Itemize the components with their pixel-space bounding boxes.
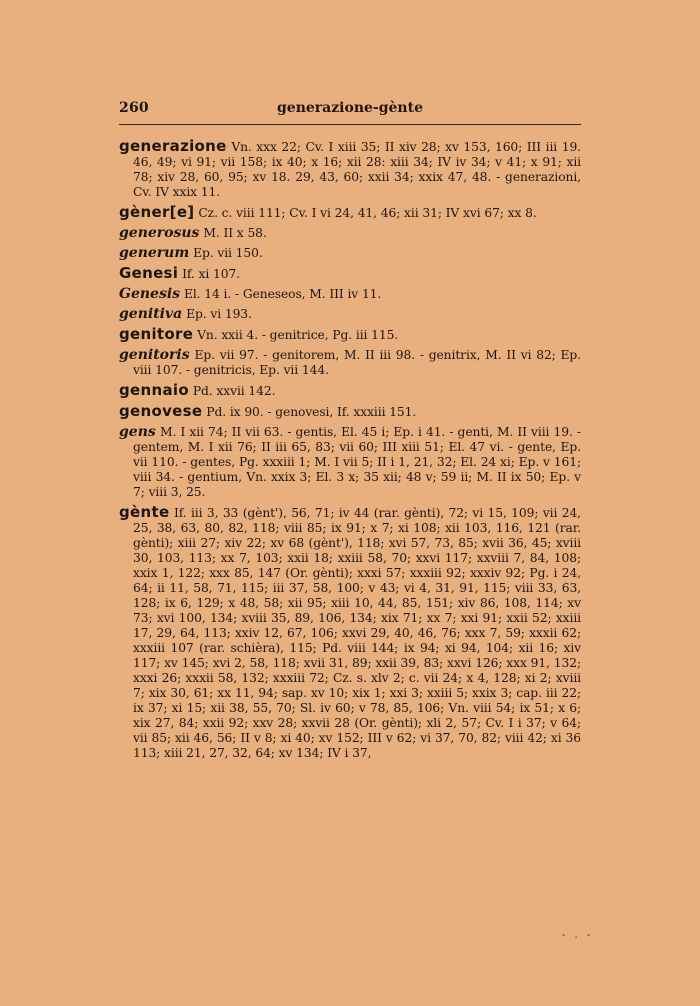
entry-citations: M. II x 58.	[203, 226, 267, 240]
entry-citations: El. 14 i. - Geneseos, M. III iv 11.	[183, 287, 382, 301]
entry-citations: Pd. ix 90. - genovesi, If. xxxiii 151.	[206, 405, 417, 419]
dictionary-entry	[119, 246, 581, 261]
page-number: 260	[119, 100, 149, 116]
dictionary-entry	[119, 327, 581, 343]
entry-citations: Vn. xxx 22; Cv. I xiii 35; II xiv 28; xv 153, 160; III iii 19. 46, 49; vi 91; vii 158; ix 40; x 16; xii 28: xiii 34; IV iv 34; v 41; x 91; xii 78; xiv 28, 60, 95; xv 18. 29, 43, 60; xxii 34; xxix 47, 48. - generazioni, Cv. IV xxix 11.	[133, 140, 581, 199]
dictionary-entry	[119, 287, 581, 302]
entry-citations: Cz. c. viii 111; Cv. I vi 24, 41, 46; xii 31; IV xvi 67; xx 8.	[198, 206, 537, 220]
entry-citations: Vn. xxii 4. - genitrice, Pg. iii 115.	[197, 328, 399, 342]
entry-headword: genitoris	[119, 347, 190, 363]
header-rule	[119, 124, 581, 125]
entry-headword: generazione	[119, 137, 227, 155]
entry-citations: Ep. vi 193.	[186, 307, 252, 321]
entry-citations: Ep. vii 150.	[193, 246, 263, 260]
entry-headword: gens	[119, 424, 156, 440]
dictionary-entry	[119, 266, 581, 282]
dictionary-entry	[119, 404, 581, 420]
entry-headword: Genesis	[119, 286, 181, 302]
dictionary-entry	[119, 139, 581, 200]
entry-headword: gèner[e]	[119, 203, 195, 221]
entry-citations: If. iii 3, 33 (gènt'), 56, 71; iv 44 (rar. gènti), 72; vi 15, 109; vii 24, 25, 38, 63, 80, 82, 118; viii 85; ix 91; x 7; xi 108; xii 103, 116, 121 (rar. gènti); xiii 27; xiv 22; xv 68 (gènt'), 118; xvi 57, 73, 85; xvii 36, 45; xviii 30, 103, 113; xx 7, 103; xxii 18; xxiii 58, 70; xxvi 117; xxviii 7, 84, 108; xxix 1, 122; xxx 85, 147 (Or. gènti); xxxi 57; xxxiii 92; xxxiv 92; Pg. i 24, 64; ii 11, 58, 71, 115; iii 37, 58, 100; v 43; vi 4, 31, 91, 115; viii 33, 63, 128; ix 6, 129; x 48, 58; xii 95; xiii 10, 44, 85, 151; xiv 86, 108, 114; xv 73; xvi 100, 134; xviii 35, 89, 106, 134; xix 71; xx 7; xxi 91; xxii 52; xxiii 17, 29, 64, 113; xxiv 12, 67, 106; xxvi 29, 40, 46, 76; xxx 7, 59; xxxii 62; xxxiii 107 (rar. schièra), 115; Pd. viii 144; ix 94; xi 94, 104; xii 16; xiv 117; xv 145; xvi 2, 58, 118; xvii 31, 89; xxii 39, 83; xxvi 126; xxx 91, 132; xxxi 26; xxxii 58, 132; xxxiii 72; Cz. s. xlv 2; c. vii 24; x 4, 128; xi 2; xviii 7; xix 30, 61; xx 11, 94; sap. xv 10; xix 1; xxi 3; xxiii 5; xxix 3; cap. iii 22; ix 37; xi 15; xii 38, 55, 70; Sl. iv 60; v 78, 85, 106; Vn. viii 54; ix 51; x 6; xix 27, 84; xxii 92; xxv 28; xxvii 28 (Or. gènti); xli 2, 57; Cv. I i 37; v 64; vii 85; xii 46, 56; II v 8; xi 40; xv 152; III v 62; vi 37, 70, 82; viii 42; xi 36 113; xiii 21, 27, 32, 64; xv 134; IV i 37,	[133, 506, 581, 760]
entry-headword: genovese	[119, 402, 203, 420]
entry-headword: genitore	[119, 325, 194, 343]
entry-headword: generosus	[119, 225, 200, 241]
entry-citations: If. xi 107.	[182, 267, 240, 281]
entry-headword: genitiva	[119, 306, 183, 322]
entry-list	[119, 139, 581, 766]
dictionary-entry	[119, 307, 581, 322]
entry-citations: M. I xii 74; II vii 63. - gentis, El. 45 i; Ep. i 41. - genti, M. II viii 19. - gentem, M. I xii 76; II iii 65, 83; vii 60; III xiii 51; El. 47 vi. - gente, Ep. vii 110. - gentes, Pg. xxxiii 1; M. I vii 5; II i 1, 21, 32; El. 24 xi; Ep. v 161; viii 34. - gentium, Vn. xxix 3; El. 3 x; 35 xii; 48 v; 59 ii; M. II ix 50; Ep. v 7; viii 3, 25.	[133, 425, 581, 499]
entry-citations: Ep. vii 97. - genitorem, M. II iii 98. - genitrix, M. II vi 82; Ep. viii 107. - genitricis, Ep. vii 144.	[133, 348, 581, 377]
running-head: generazione-gènte	[277, 100, 423, 116]
dictionary-entry	[119, 505, 581, 761]
dictionary-entry	[119, 425, 581, 500]
entry-headword: gènte	[119, 503, 170, 521]
dictionary-entry	[119, 226, 581, 241]
entry-citations: Pd. xxvii 142.	[192, 384, 276, 398]
entry-headword: gennaio	[119, 381, 189, 399]
dictionary-entry	[119, 383, 581, 399]
footer-mark: - . -	[562, 930, 594, 941]
dictionary-entry	[119, 348, 581, 378]
entry-headword: generum	[119, 245, 190, 261]
dictionary-entry	[119, 205, 581, 221]
entry-headword: Genesi	[119, 264, 179, 282]
